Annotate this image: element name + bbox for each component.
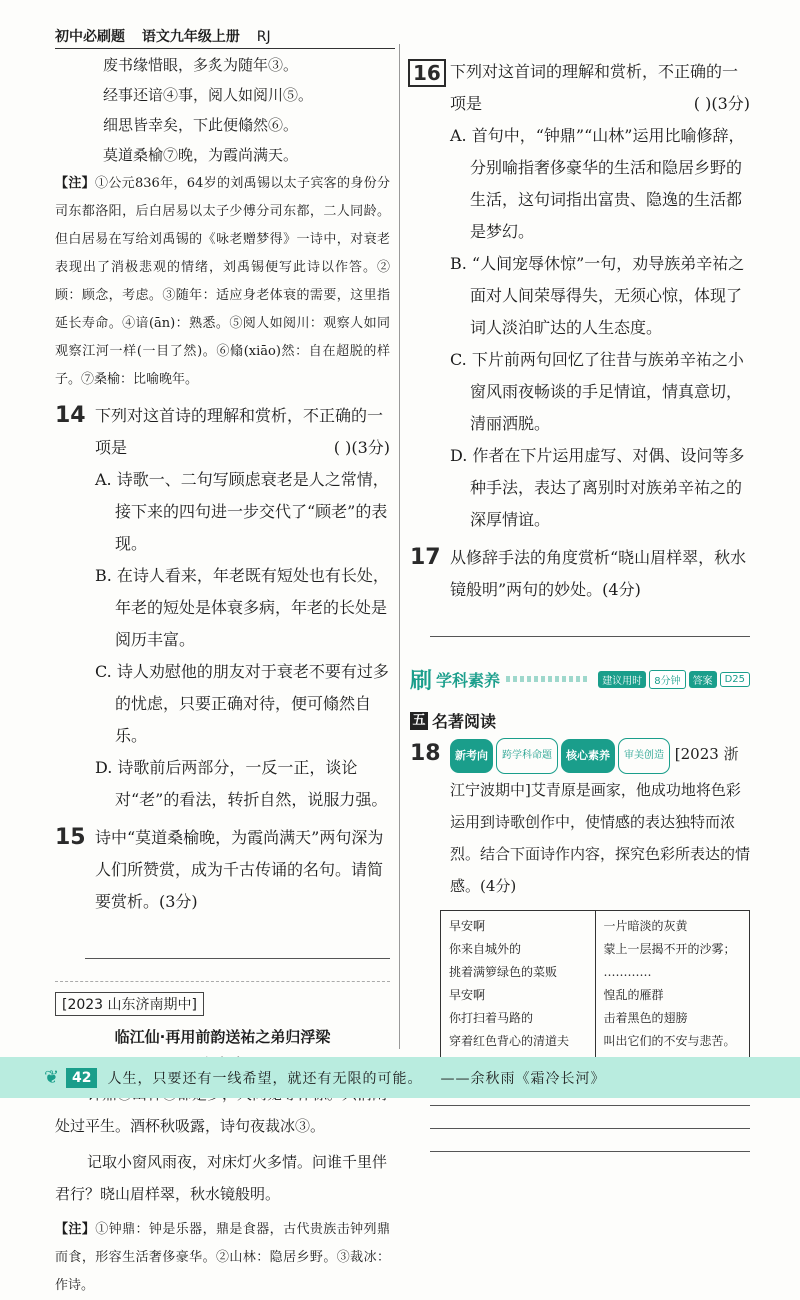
poem-line: 早安啊 — [449, 988, 486, 1002]
ci-stanza: 处过平生。酒杯秋吸露，诗句夜裁冰③。 — [55, 1117, 326, 1135]
poem-line: 挑着满箩绿色的菜贩 — [449, 965, 558, 979]
banner-main: 刷 — [410, 668, 433, 694]
option-a[interactable]: A. 首句中，“钟鼎”“山林”运用比喻修辞，分别喻指奢侈豪华的生活和隐居乡野的生活，这句词指出富贵、隐逸的生活都是梦幻。 — [450, 126, 745, 241]
answer-blank[interactable]: ( )(3分) — [693, 94, 750, 113]
footer-attribution: ——余秋雨《霜冷长河》 — [440, 1070, 606, 1087]
question-text: [2023 浙江宁波期中]艾青原是画家，他成功地将色彩运用到诗歌创作中，使情感的表达独特而浓烈。结合下面诗作内容，探究色彩所表达的情感。(4分) — [450, 745, 751, 895]
page-header — [55, 26, 395, 49]
book-name: 初中必刷题 — [55, 29, 125, 45]
page-footer — [0, 1057, 800, 1098]
ci-stanza: 记取小窗风雨夜，对床灯火多情。问谁千里伴君行？晓山眉样翠，秋水镜般明。 — [55, 1153, 388, 1203]
section-heading — [410, 709, 750, 732]
source-tag: [2023 山东济南期中] — [55, 992, 204, 1016]
leaf-icon: ❦ — [44, 1066, 60, 1088]
poem-line: 叫出它们的不安与悲苦。 — [603, 1034, 736, 1048]
option-d[interactable]: D. 诗歌前后两部分，一反一正，谈论对“老”的看法，转折自然，说服力强。 — [95, 758, 388, 809]
poem-line: 蒙上一层揭不开的沙雾； — [603, 942, 736, 956]
poem-note — [55, 170, 390, 394]
poem-cell-right — [595, 911, 750, 1080]
option-b[interactable]: B. 在诗人看来，年老既有短处也有长处，年老的短处是体衰多病，年老的长处是阅历丰富。 — [95, 566, 389, 649]
option-c[interactable]: C. 下片前两句回忆了往昔与族弟辛祐之小窗风雨夜畅谈的手足情谊，情真意切，清丽洒脱。 — [450, 350, 744, 433]
question-tags — [450, 738, 670, 774]
banner-sub: 学科素养 — [436, 670, 501, 690]
poem-line: 经事还谙④事，阅人如阅川⑤。 — [103, 86, 314, 104]
tag-new: 新考向 — [450, 739, 493, 773]
question-text: 从修辞手法的角度赏析“晓山眉样翠，秋水镜般明”两句的妙处。(4分) — [450, 548, 747, 599]
answer-page: D25 — [720, 672, 750, 687]
option-b[interactable]: B. “人间宠辱休惊”一句，劝导族弟辛祐之面对人间荣辱得失，无须心惊，体现了词人淡泊旷达的人生态度。 — [450, 254, 745, 337]
note-label: 【注】 — [55, 176, 95, 191]
footer-quote: 人生，只要还有一线希望，就还有无限的可能。 — [107, 1070, 423, 1087]
question-16 — [410, 56, 750, 120]
poem-line: 击着黑色的翅膀 — [603, 1011, 688, 1025]
banner-dots — [506, 676, 589, 682]
answer-line[interactable] — [430, 636, 750, 637]
question-stem: 下列对这首诗的理解和赏析，不正确的一项是 — [95, 406, 384, 457]
question-number: 18 — [410, 741, 441, 766]
note-text: ①钟鼎：钟是乐器，鼎是食器，古代贵族击钟列鼎而食，形容生活奢侈豪华。②山林：隐居乡野。③裁冰：作诗。 — [55, 1222, 390, 1293]
section-title: 名著阅读 — [432, 712, 497, 731]
question-14 — [55, 400, 390, 464]
question-17 — [410, 542, 750, 606]
answer-label: 答案 — [689, 671, 717, 688]
poem-line: 莫道桑榆⑦晚，为霞尚满天。 — [103, 146, 299, 164]
poem-line: 惶乱的雁群 — [603, 988, 664, 1002]
poem-comparison-table — [440, 910, 750, 1081]
question-text: 诗中“莫道桑榆晚，为霞尚满天”两句深为人们所赞赏，成为千古传诵的名句。请简要赏析。(3分) — [95, 828, 384, 911]
question-number: 17 — [410, 545, 441, 570]
left-column — [55, 50, 390, 1300]
column-divider — [399, 44, 400, 1049]
tag-aesthetic: 审美创造 — [618, 738, 670, 774]
edition-label: RJ — [256, 29, 271, 45]
right-column — [410, 50, 750, 1152]
section-number: 五 — [410, 712, 428, 730]
answer-line[interactable] — [430, 1105, 750, 1106]
poem-tail — [55, 50, 390, 170]
option-a[interactable]: A. 诗歌一、二句写顾虑衰老是人之常情，接下来的四句进一步交代了“顾老”的表现。 — [95, 470, 389, 553]
poem-line: 废书缘惜眼，多炙为随年③。 — [103, 56, 299, 74]
answer-line[interactable] — [85, 958, 390, 959]
note-text: ①公元836年，64岁的刘禹锡以太子宾客的身份分司东都洛阳，后白居易以太子少傅分司东都，二人同龄。但白居易在写给刘禹锡的《咏老赠梦得》一诗中，对衰老表现出了消极悲观的情绪，刘禹锡便写此诗以作答。②顾：顾念，考虑。③随年：适应身老体衰的需要，这里指延长寿命。④谙(ān)：熟悉。⑤阅人如阅川：观察人如同观察江河一样(一目了然)。⑥翛(xiāo)然：自在超脱的样子。⑦桑榆：比喻晚年。 — [55, 176, 390, 387]
poem-line: 早安啊 — [449, 919, 486, 933]
ci-note — [55, 1216, 390, 1300]
page-number: 42 — [66, 1068, 97, 1088]
poem-line: 你来自城外的 — [449, 942, 522, 956]
note-label: 【注】 — [55, 1222, 96, 1237]
option-d[interactable]: D. 作者在下片运用虚写、对偶、设问等多种手法，表达了离别时对族弟辛祐之的深厚情谊。 — [450, 446, 745, 529]
answer-line[interactable] — [430, 1128, 750, 1129]
answer-line[interactable] — [430, 1151, 750, 1152]
poem-line: 细思皆幸矣，下此便翛然⑥。 — [103, 116, 299, 134]
poem-line: ………… — [603, 965, 652, 979]
tag-cross: 跨学科命题 — [496, 738, 558, 774]
poem-cell-left — [441, 911, 595, 1080]
section-banner — [410, 661, 750, 697]
subject-name: 语文九年级上册 — [141, 29, 240, 45]
poem-line: 你打扫着马路的 — [449, 1011, 534, 1025]
question-number: 15 — [55, 825, 86, 850]
poem-line: 一片暗淡的灰黄 — [603, 919, 688, 933]
time-label: 建议用时 — [598, 671, 646, 688]
question-18 — [410, 738, 750, 902]
question-15 — [55, 822, 390, 918]
ci-title: 临江仙·再用前韵送祐之弟归浮梁 — [114, 1028, 331, 1046]
tag-core: 核心素养 — [561, 739, 615, 773]
time-value: 8分钟 — [649, 670, 685, 689]
source-passage — [55, 981, 390, 1300]
answer-blank[interactable]: ( )(3分) — [333, 438, 390, 457]
question-number: 16 — [408, 59, 446, 87]
poem-line: 穿着红色背心的清道夫 — [449, 1034, 570, 1048]
option-c[interactable]: C. 诗人劝慰他的朋友对于衰老不要有过多的忧虑，只要正确对待，便可翛然自乐。 — [95, 662, 389, 745]
question-stem: 下列对这首词的理解和赏析，不正确的一项是 — [450, 62, 739, 113]
question-number: 14 — [55, 403, 86, 428]
